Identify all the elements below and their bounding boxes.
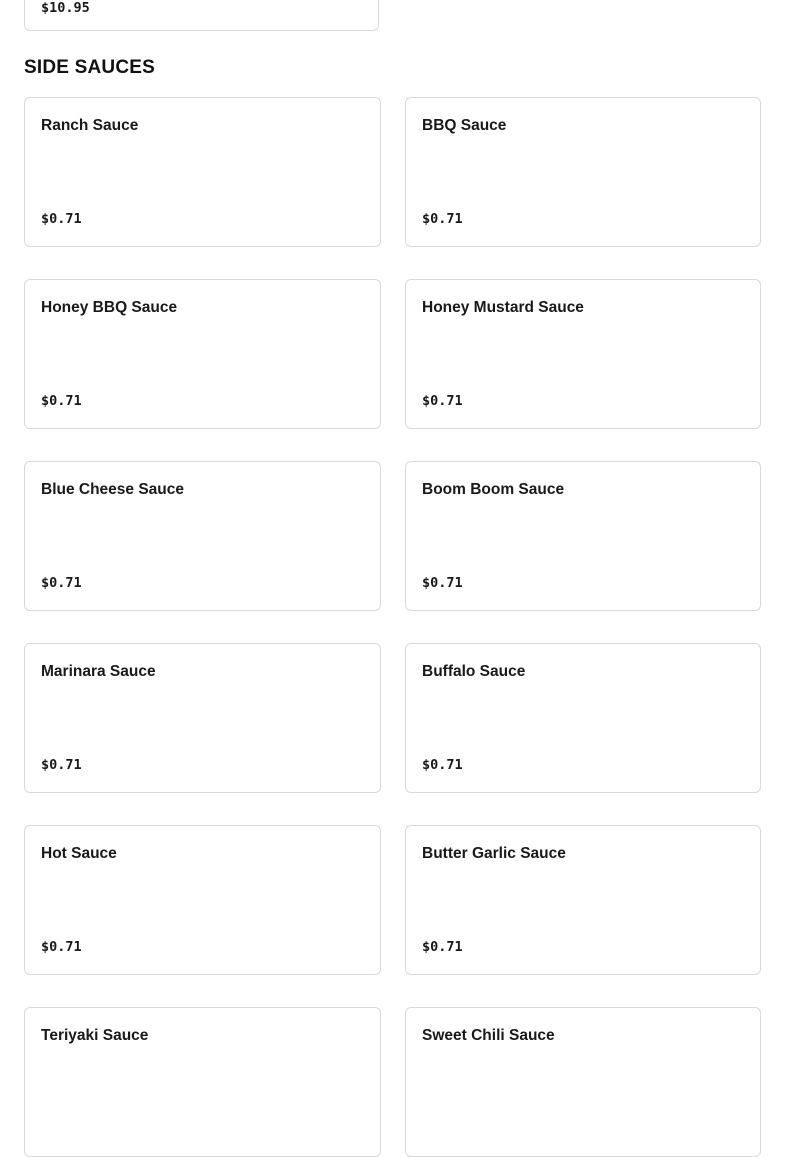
menu-item-card[interactable] bbox=[405, 97, 761, 247]
menu-item-name: BBQ Sauce bbox=[422, 117, 507, 134]
menu-item-name: Sweet Chili Sauce bbox=[422, 1027, 555, 1044]
previous-menu-item-card[interactable] bbox=[24, 0, 379, 31]
menu-item-card[interactable] bbox=[24, 97, 381, 247]
menu-item-price: $0.71 bbox=[422, 211, 463, 227]
menu-item-price: $10.95 bbox=[41, 0, 90, 16]
section-title: SIDE SAUCES bbox=[24, 57, 156, 78]
menu-item-card[interactable] bbox=[24, 825, 381, 975]
menu-item-card[interactable] bbox=[24, 1007, 381, 1157]
menu-item-name: Marinara Sauce bbox=[41, 663, 156, 680]
menu-item-price: $0.71 bbox=[422, 575, 463, 591]
menu-item-name: Butter Garlic Sauce bbox=[422, 845, 566, 862]
menu-item-card[interactable] bbox=[405, 279, 761, 429]
menu-item-card[interactable] bbox=[24, 643, 381, 793]
menu-item-price: $0.71 bbox=[422, 393, 463, 409]
menu-item-name: Hot Sauce bbox=[41, 845, 117, 862]
menu-item-card[interactable] bbox=[405, 1007, 761, 1157]
menu-item-price: $0.71 bbox=[41, 393, 82, 409]
menu-item-card[interactable] bbox=[405, 643, 761, 793]
menu-item-card[interactable] bbox=[405, 825, 761, 975]
menu-item-price: $0.71 bbox=[41, 575, 82, 591]
menu-item-price: $0.71 bbox=[41, 939, 82, 955]
menu-item-card[interactable] bbox=[24, 461, 381, 611]
menu-item-price: $0.71 bbox=[422, 939, 463, 955]
menu-item-price: $0.71 bbox=[41, 757, 82, 773]
menu-item-name: Blue Cheese Sauce bbox=[41, 481, 185, 498]
menu-item-name: Ranch Sauce bbox=[41, 117, 139, 134]
menu-item-name: Honey BBQ Sauce bbox=[41, 299, 178, 316]
menu-item-card[interactable] bbox=[405, 461, 761, 611]
menu-item-name: Buffalo Sauce bbox=[422, 663, 526, 680]
menu-item-name: Boom Boom Sauce bbox=[422, 481, 565, 498]
menu-item-price: $0.71 bbox=[422, 757, 463, 773]
menu-item-name: Teriyaki Sauce bbox=[41, 1027, 149, 1044]
menu-item-price: $0.71 bbox=[41, 211, 82, 227]
menu-items-grid bbox=[24, 97, 761, 1157]
menu-item-card[interactable] bbox=[24, 279, 381, 429]
menu-item-name: Honey Mustard Sauce bbox=[422, 299, 584, 316]
